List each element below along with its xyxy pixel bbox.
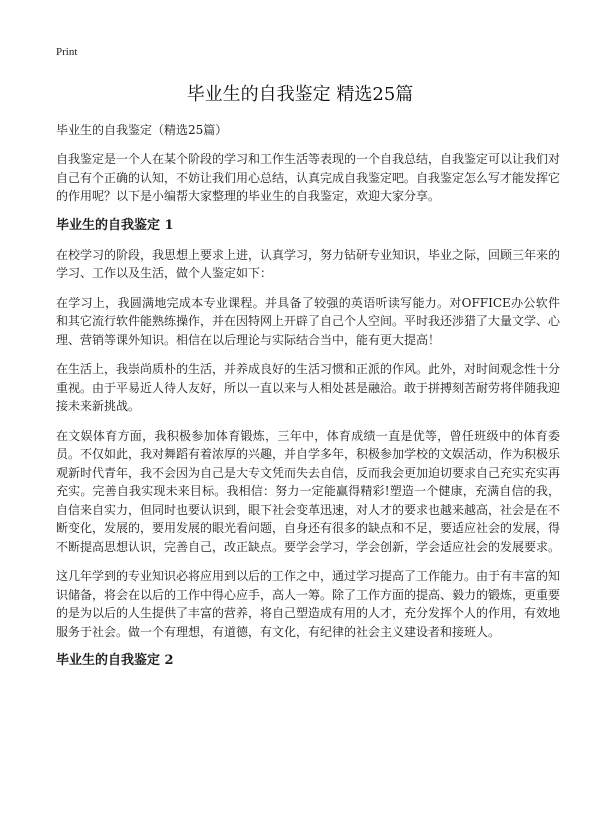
print-link[interactable]: Print	[56, 46, 78, 58]
intro-paragraph: 自我鉴定是一个人在某个阶段的学习和工作生活等表现的一个自我总结，自我鉴定可以让我们对自己有个正确的认知，不妨让我们用心总结，认真完成自我鉴定吧。自我鉴定怎么写才能发挥它的作用呢？以下是小编帮大家整理的毕业生的自我鉴定，欢迎大家分享。	[56, 152, 561, 203]
section-heading: 毕业生的自我鉴定 2	[56, 653, 174, 668]
section-heading: 毕业生的自我鉴定 1	[56, 217, 174, 233]
section-paragraph: 在文娱体育方面，我积极参加体育锻炼，三年中，体育成绩一直是优等，曾任班级中的体育委员。不仅如此，我对舞蹈有着浓厚的兴趣，并自学多年，积极参加学校的文娱活动，作为积极乐观新时代青年，我不会因为自己是大专文凭而失去自信，反而我会更加迫切要求自己充实充实再充实。完善自我实现未来目标。我相信：努力一定能赢得精彩!塑造一个健康，充满自信的我，自信来自实力，但同时也要认识到，眼下社会变革迅速，对人才的要求也越来越高，社会是在不断变化，发展的，要用发展的眼光看问题，自身还有很多的缺点和不足，要适应社会的发展，得不断提高思想认识，完善自己，改正缺点。要学会学习，学会创新，学会适应社会的发展要求。	[56, 428, 561, 554]
section-paragraph: 这几年学到的专业知识必将应用到以后的工作之中，通过学习提高了工作能力。由于有丰富的知识储备，将会在以后的工作中得心应手，高人一筹。除了工作方面的提高、毅力的锻炼，更重要的是为以后的人生提供了丰富的营养，将自己塑造成有用的人才，充分发挥个人的作用，有效地服务于社会。做一个有理想，有道德，有文化，有纪律的社会主义建设者和接班人。	[56, 569, 561, 639]
section-paragraph: 在学习上，我圆满地完成本专业课程。并具备了较强的英语听读写能力。对OFFICE办公软件和其它流行软件能熟练操作，并在因特网上开辟了自己个人空间。平时我还涉猎了大量文学、心理、营销等课外知识。相信在以后理论与实际结合当中，能有更大提高！	[56, 295, 561, 347]
section-paragraph: 在生活上，我崇尚质朴的生活，并养成良好的生活习惯和正派的作风。此外，对时间观念性十分重视。由于平易近人待人友好，所以一直以来与人相处甚是融洽。敢于拼搏刻苦耐劳将伴随我迎接未来新挑战。	[56, 362, 561, 413]
document-subtitle: 毕业生的自我鉴定（精选25篇）	[56, 123, 228, 137]
page-title: 毕业生的自我鉴定 精选25篇	[186, 84, 414, 105]
section-paragraph: 在校学习的阶段，我思想上要求上进，认真学习，努力钻研专业知识，毕业之际，回顾三年来的学习、工作以及生活，做个人鉴定如下：	[56, 247, 561, 280]
document-body	[56, 121, 560, 681]
